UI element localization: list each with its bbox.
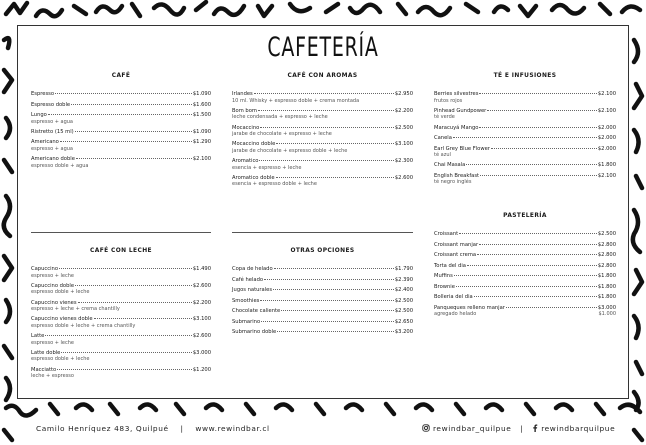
menu-item-price: $1.500: [192, 112, 211, 118]
menu-item-description: té verde: [434, 114, 455, 121]
menu-item-price: $2.000: [597, 135, 616, 142]
footer-separator: |: [180, 424, 184, 433]
dotted-leader: [277, 331, 394, 332]
menu-item-row: [232, 287, 413, 294]
section-cafe: [31, 72, 211, 173]
menu-item-description: jarabe de chocolate + espresso + leche: [232, 131, 332, 138]
menu-item-row: [232, 277, 413, 284]
menu-item-name: Espresso doble: [31, 101, 71, 108]
menu-item: [31, 350, 211, 363]
menu-item-name: Aromatico doble: [232, 174, 275, 181]
dotted-leader: [260, 300, 393, 301]
menu-item-price: $1.090: [192, 128, 211, 135]
dotted-leader: [61, 352, 191, 353]
dotted-leader: [466, 164, 597, 165]
menu-item: [232, 319, 413, 326]
menu-item-description: espresso + agua: [31, 145, 73, 152]
menu-item-description: jarabe de chocolate + espresso doble + leche: [232, 147, 348, 154]
menu-item-row: [232, 308, 413, 315]
menu-item-description: té negro inglés: [434, 179, 472, 186]
menu-item-name: Irlandes: [232, 91, 253, 97]
menu-item-addon-price: $1.000: [598, 311, 616, 317]
menu-item-description: espresso + agua: [31, 118, 73, 125]
menu-item: [31, 316, 211, 329]
dotted-leader: [281, 310, 394, 311]
menu-item-description: espresso doble + leche + crema chantilly: [31, 322, 136, 329]
menu-item: [31, 333, 211, 346]
menu-item-price: $1.790: [394, 266, 413, 272]
menu-item: [232, 175, 413, 188]
menu-item-name: Torta del dia: [434, 262, 466, 269]
menu-item-description: espresso doble + agua: [31, 162, 89, 169]
menu-item-row: [434, 231, 616, 238]
menu-item-price: $1.800: [597, 273, 616, 279]
menu-item-name: Croissant crema: [434, 252, 477, 258]
menu-item-row: [434, 252, 616, 259]
dotted-leader: [274, 268, 394, 269]
menu-item-description: esencia + espresso doble + leche: [232, 181, 317, 188]
menu-item-price: $2.800: [597, 262, 616, 269]
menu-item: [434, 252, 616, 259]
menu-item-description: té azul: [434, 152, 451, 159]
menu-item-price: $1.800: [597, 162, 616, 169]
menu-item: [232, 277, 413, 284]
menu-item: [31, 91, 211, 98]
menu-item: [434, 125, 616, 132]
menu-item-price: $2.650: [394, 318, 413, 325]
dotted-leader: [76, 158, 192, 159]
menu-item-name: Chai Masala: [434, 162, 466, 169]
menu-item: [434, 135, 616, 142]
section-pasteleria: [434, 212, 616, 321]
menu-item: [31, 283, 211, 296]
dotted-leader: [59, 268, 192, 269]
menu-item: [434, 284, 616, 291]
divider-left: [31, 232, 211, 233]
menu-item: [31, 300, 211, 313]
section-cafe-con-leche: [31, 247, 211, 384]
dotted-leader: [75, 131, 192, 132]
menu-item-price: $2.100: [597, 91, 616, 97]
menu-item-description: espresso doble + leche: [31, 289, 90, 296]
menu-list-te-infusiones: [434, 91, 616, 186]
menu-item-price: $1.290: [192, 139, 211, 146]
dotted-leader: [479, 244, 597, 245]
menu-item-name: Bolleria del dia: [434, 294, 473, 300]
menu-item-price: $2.500: [394, 124, 413, 131]
section-otras-opciones: [232, 247, 413, 340]
menu-list-cafe-con-leche: [31, 266, 211, 380]
menu-item-name: Smoothies: [232, 297, 260, 304]
instagram-icon[interactable]: [422, 424, 430, 434]
dotted-leader: [94, 318, 192, 319]
menu-item-name: Submarino doble: [232, 329, 277, 335]
menu-item-row: [434, 273, 616, 280]
menu-item: [434, 173, 616, 186]
dotted-leader: [254, 93, 394, 94]
menu-item-row: [434, 162, 616, 169]
menu-item: [434, 91, 616, 104]
menu-item-price: $3.000: [192, 349, 211, 356]
menu-item-name: Brownie: [434, 283, 455, 290]
menu-item: [434, 305, 616, 318]
dotted-leader: [456, 286, 597, 287]
menu-item-name: Canela: [434, 135, 452, 142]
menu-item-row: [232, 298, 413, 305]
menu-item-price: $2.390: [394, 276, 413, 283]
menu-item-name: Jugos naturales: [232, 287, 273, 293]
section-title-cafe-con-leche: CAFÉ CON LECHE: [90, 248, 152, 254]
menu-item-name: Capuccino vienes: [31, 299, 77, 306]
menu-item-name: English Breakfast: [434, 172, 480, 179]
menu-item-row: [232, 266, 413, 273]
menu-item-name: Capuccino doble: [31, 282, 75, 289]
menu-item-name: Pinhead Gundpower: [434, 107, 487, 114]
menu-item-name: Americano doble: [31, 156, 75, 163]
menu-item-price: $2.950: [394, 91, 413, 97]
menu-item: [434, 263, 616, 270]
footer-instagram-handle[interactable]: rewindbar_quilpue: [432, 424, 512, 433]
menu-item-description: leche + espresso: [31, 373, 74, 380]
dotted-leader: [467, 265, 597, 266]
menu-item-name: Croissant manjar: [434, 241, 479, 248]
menu-item: [232, 308, 413, 315]
menu-item-description: 10 ml. Whisky + espresso doble + crema montada: [232, 97, 360, 104]
menu-item-price: $2.300: [394, 158, 413, 165]
menu-item: [232, 329, 413, 336]
dotted-leader: [459, 233, 597, 234]
dotted-leader: [477, 254, 597, 255]
menu-item-price: $2.500: [597, 231, 616, 237]
section-cafe-con-aromas: [232, 72, 413, 192]
dotted-leader: [258, 110, 394, 111]
menu-item-row: [434, 125, 616, 132]
menu-item-price: $3.100: [394, 141, 413, 148]
dotted-leader: [474, 296, 597, 297]
menu-item-price: $2.100: [597, 172, 616, 179]
dotted-leader: [264, 279, 394, 280]
footer-social-block: [420, 424, 617, 434]
menu-item-name: Americano: [31, 139, 59, 146]
dotted-leader: [60, 141, 192, 142]
footer-address-block: [34, 424, 272, 433]
menu-item-price: $2.100: [192, 156, 211, 163]
section-te-infusiones: [434, 72, 616, 190]
menu-item-name: Latte doble: [31, 349, 61, 356]
dotted-leader: [260, 127, 394, 128]
dotted-leader: [71, 104, 192, 105]
footer-address: Camilo Henríquez 483, Quilpué: [36, 424, 169, 433]
menu-item-row: [31, 91, 211, 98]
menu-item-description: espresso + leche: [31, 272, 74, 279]
menu-item-description: esencia + espresso + leche: [232, 164, 302, 171]
menu-item-name: Chocolate caliente: [232, 308, 281, 314]
menu-item-description: agregado helado: [434, 311, 477, 317]
dotted-leader: [259, 160, 393, 161]
menu-item-price: $2.000: [597, 124, 616, 131]
menu-item: [232, 91, 413, 104]
menu-item: [434, 146, 616, 159]
menu-item-price: $3.000: [597, 304, 616, 311]
dotted-leader: [78, 302, 192, 303]
menu-item-price: $1.090: [192, 91, 211, 97]
menu-item-price: $2.400: [394, 287, 413, 293]
menu-item-name: Café helado: [232, 276, 264, 283]
dotted-leader: [261, 321, 394, 322]
menu-item-price: $2.200: [394, 107, 413, 114]
menu-item-name: Latte: [31, 333, 45, 340]
dotted-leader: [55, 93, 192, 94]
dotted-leader: [479, 127, 596, 128]
divider-middle: [232, 232, 413, 233]
menu-item: [31, 367, 211, 380]
menu-item-name: Panqueques relleno manjar: [434, 304, 505, 311]
dotted-leader: [480, 175, 597, 176]
menu-item: [232, 108, 413, 121]
dotted-leader: [453, 137, 597, 138]
menu-item-name: Espresso: [31, 91, 55, 97]
dotted-leader: [276, 177, 394, 178]
menu-item-addon-row: [434, 311, 616, 317]
menu-item: [232, 125, 413, 138]
menu-item: [434, 108, 616, 121]
menu-item: [232, 287, 413, 294]
dotted-leader: [57, 369, 192, 370]
section-title-cafe: CAFÉ: [111, 73, 131, 79]
menu-item-price: $2.800: [597, 252, 616, 258]
menu-item-row: [232, 319, 413, 326]
menu-item-name: Bom bom: [232, 107, 257, 114]
menu-item-price: $2.500: [394, 308, 413, 314]
menu-item-price: $2.000: [597, 145, 616, 152]
menu-title: CAFETERÍA: [267, 32, 379, 63]
menu-item: [31, 129, 211, 136]
dotted-leader: [48, 114, 192, 115]
menu-card: [17, 25, 629, 399]
menu-item-row: [434, 263, 616, 270]
menu-item-price: $2.600: [192, 333, 211, 340]
menu-item: [434, 162, 616, 169]
menu-item-name: Mocaccino: [232, 124, 260, 131]
dotted-leader: [491, 148, 597, 149]
menu-item-name: Aromatico: [232, 158, 259, 165]
menu-item-price: $2.800: [597, 241, 616, 248]
dotted-leader: [276, 143, 394, 144]
menu-item: [232, 141, 413, 154]
section-title-te-infusiones: TÉ E INFUSIONES: [493, 73, 557, 79]
footer-facebook-handle[interactable]: rewindbarquilpue: [541, 424, 616, 433]
menu-item-name: Croissant: [434, 231, 459, 237]
menu-list-otras-opciones: [232, 266, 413, 336]
menu-item: [434, 242, 616, 249]
section-title-cafe-con-aromas: CAFÉ CON AROMAS: [287, 73, 358, 79]
menu-item-name: Mocaccino doble: [232, 141, 276, 148]
dotted-leader: [273, 289, 394, 290]
dotted-leader: [45, 335, 192, 336]
dotted-leader: [487, 110, 597, 111]
menu-list-cafe: [31, 91, 211, 169]
menu-item-price: $3.200: [394, 329, 413, 335]
menu-item: [434, 231, 616, 238]
menu-item-price: $2.600: [192, 282, 211, 289]
menu-item: [31, 112, 211, 125]
menu-item-description: espresso + leche: [31, 339, 74, 346]
menu-item-price: $3.100: [192, 316, 211, 323]
menu-item: [31, 102, 211, 109]
menu-item-price: $2.100: [597, 107, 616, 114]
menu-item-price: $2.500: [394, 297, 413, 304]
menu-item: [434, 294, 616, 301]
dotted-leader: [506, 307, 597, 308]
menu-item-price: $1.800: [597, 294, 616, 300]
menu-item-price: $2.600: [394, 174, 413, 181]
menu-item: [31, 156, 211, 169]
menu-item-name: Muffins: [434, 273, 453, 279]
menu-item: [232, 158, 413, 171]
menu-item-price: $1.200: [192, 366, 211, 373]
menu-item-row: [434, 294, 616, 301]
dotted-leader: [454, 275, 597, 276]
menu-item-row: [31, 129, 211, 136]
menu-item-description: espresso + leche + crema chantilly: [31, 306, 120, 313]
menu-item-name: Lungo: [31, 112, 47, 118]
menu-item-name: Capuccino: [31, 266, 58, 272]
menu-item-name: Submarino: [232, 318, 261, 325]
footer-website-link[interactable]: www.rewindbar.cl: [195, 424, 270, 433]
menu-item: [232, 266, 413, 273]
menu-item-row: [232, 329, 413, 336]
menu-item-row: [434, 242, 616, 249]
menu-item-name: Maracuyá Mango: [434, 124, 479, 131]
menu-item-row: [434, 135, 616, 142]
menu-item-name: Berries silvestres: [434, 91, 479, 97]
menu-item: [31, 139, 211, 152]
facebook-icon[interactable]: [532, 424, 538, 434]
section-title-pasteleria: PASTELERÍA: [503, 213, 547, 219]
menu-item-description: leche condensada + espresso + leche: [232, 114, 328, 121]
menu-item-price: $1.490: [192, 266, 211, 272]
menu-item-price: $1.800: [597, 283, 616, 290]
menu-item-name: Capuccino vienes doble: [31, 316, 93, 323]
menu-item-row: [434, 284, 616, 291]
menu-item-name: Earl Grey Blue Flower: [434, 145, 490, 152]
footer-separator-social: |: [520, 424, 524, 433]
menu-item-name: Ristretto (15 ml): [31, 128, 74, 135]
dotted-leader: [75, 285, 192, 286]
menu-item-name: Macciatto: [31, 366, 57, 373]
menu-item-description: espresso doble + leche: [31, 356, 90, 363]
menu-item: [232, 298, 413, 305]
section-title-otras-opciones: OTRAS OPCIONES: [290, 248, 355, 254]
menu-item-description: frutos rojos: [434, 97, 463, 104]
menu-item-row: [31, 102, 211, 109]
dotted-leader: [479, 93, 596, 94]
menu-item-price: $2.200: [192, 299, 211, 306]
menu-item: [31, 266, 211, 279]
menu-list-pasteleria: [434, 231, 616, 317]
menu-item: [434, 273, 616, 280]
menu-list-cafe-con-aromas: [232, 91, 413, 188]
menu-item-name: Copa de helado: [232, 266, 273, 272]
menu-item-price: $1.600: [192, 101, 211, 108]
